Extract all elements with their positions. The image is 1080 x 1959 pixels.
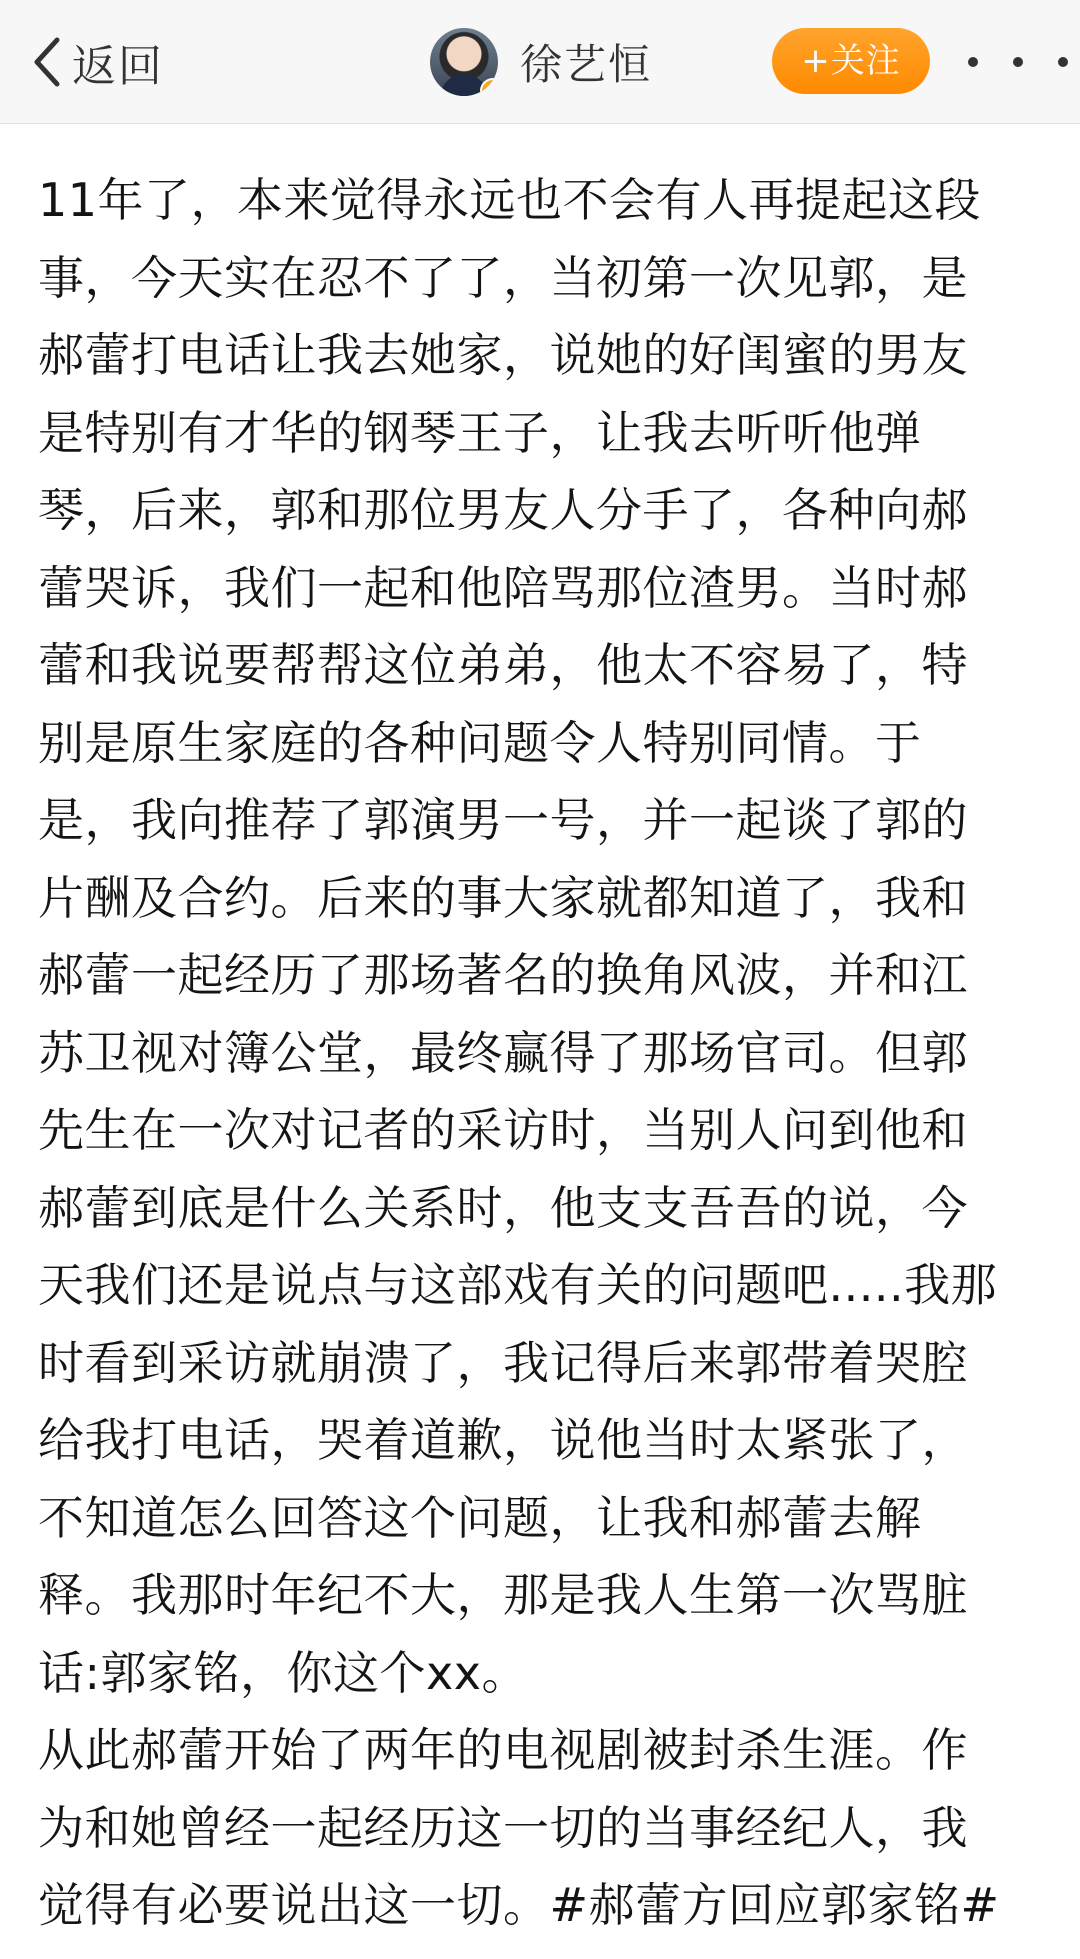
post-text-line: 觉得有必要说出这一切。#郝蕾方回应郭家铭#	[38, 1878, 1000, 1932]
post-text-line: 不知道怎么回答这个问题，让我和郝蕾去解	[38, 1490, 922, 1545]
more-dots-icon	[968, 57, 978, 67]
more-button[interactable]	[968, 40, 1068, 84]
post-text-line: 是特别有才华的钢琴王子，让我去听听他弹	[38, 405, 922, 460]
post-text-line: 事，今天实在忍不了了，当初第一次见郭，是	[38, 250, 968, 305]
avatar[interactable]	[430, 28, 498, 96]
more-dots-icon	[1013, 57, 1023, 67]
post-text-line: 话:郭家铭，你这个xx。	[38, 1645, 528, 1700]
post-text-line: 时看到采访就崩溃了，我记得后来郭带着哭腔	[38, 1335, 968, 1390]
post-text-line: 是，我向推荐了郭演男一号，并一起谈了郭的	[38, 793, 968, 847]
back-button[interactable]	[28, 28, 164, 96]
post-text-line: 郝蕾打电话让我去她家，说她的好闺蜜的男友	[38, 328, 968, 382]
post-text-line: 给我打电话，哭着道歉，说他当时太紧张了，	[38, 1413, 968, 1467]
post-text-line: 先生在一次对记者的采访时，当别人问到他和	[38, 1103, 968, 1157]
post-text-line: 蕾哭诉，我们一起和他陪骂那位渣男。当时郝	[38, 560, 968, 615]
post-text-line: 苏卫视对簿公堂，最终赢得了那场官司。但郭	[38, 1025, 968, 1080]
post-content	[38, 162, 1048, 1945]
post-text-line: 琴，后来，郭和那位男友人分手了，各种向郝	[38, 483, 968, 537]
profile-header[interactable]	[430, 26, 652, 98]
post-text-line: 郝蕾一起经历了那场著名的换角风波，并和江	[38, 948, 968, 1002]
post-text-line: 别是原生家庭的各种问题令人特别同情。于	[38, 715, 922, 770]
post-text-line: 11年了，本来觉得永远也不会有人再提起这段	[38, 173, 982, 227]
post-text-line: 郝蕾到底是什么关系时，他支支吾吾的说，今	[38, 1180, 968, 1235]
post-text-line: 从此郝蕾开始了两年的电视剧被封杀生涯。作	[38, 1723, 968, 1777]
follow-button[interactable]: +关注	[772, 28, 930, 94]
post-text-line: 为和她曾经一起经历这一切的当事经纪人，我	[38, 1800, 968, 1855]
top-nav-bar	[0, 0, 1080, 124]
post-text-line: 释。我那时年纪不大，那是我人生第一次骂脏	[38, 1568, 968, 1622]
post-text-line: 天我们还是说点与这部戏有关的问题吧.....我那	[38, 1258, 998, 1312]
verified-badge-icon: ✓	[480, 78, 498, 96]
back-label: 返回	[72, 41, 164, 92]
post-text-line: 片酬及合约。后来的事大家就都知道了，我和	[38, 870, 968, 925]
chevron-left-icon	[28, 34, 64, 90]
more-dots-icon	[1058, 57, 1068, 67]
profile-name[interactable]: 徐艺恒	[520, 40, 653, 89]
post-text-line: 蕾和我说要帮帮这位弟弟，他太不容易了，特	[38, 638, 968, 692]
